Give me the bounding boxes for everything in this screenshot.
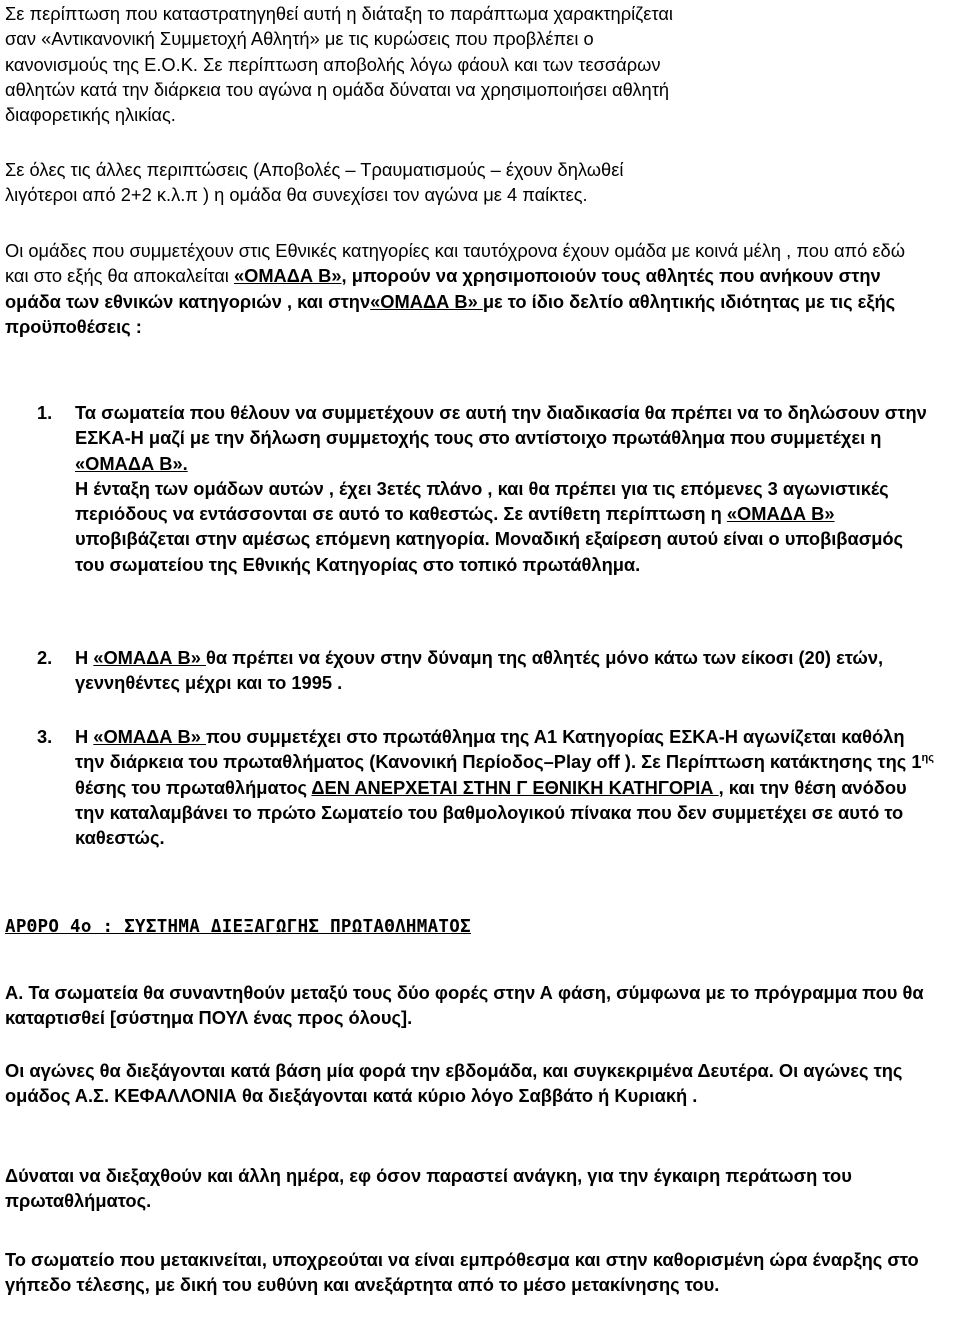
text: Η xyxy=(75,647,94,668)
team-b-label: «ΟΜΑΔΑ Β» xyxy=(370,290,483,312)
paragraph-other-day: Δύναται να διεξαχθούν και άλλη ημέρα, εφ όσον παραστεί ανάγκη, για την έγκαιρη περάτωση του πρωταθλήματος. xyxy=(5,1165,852,1212)
line: σαν «Αντικανονική Συμμετοχή Αθλητή» με τις κυρώσεις που προβλέπει ο xyxy=(5,28,594,50)
paragraph-phase-a: Α. Τα σωματεία θα συναντηθούν μεταξύ τους δύο φορές στην Α φάση, σύμφωνα με το πρόγραμμα που θα καταρτισθεί [σύστημα ΠΟΥΛ ένας προς όλους]. xyxy=(5,982,924,1029)
condition-item-1 xyxy=(5,400,955,577)
paragraph-match-days: Οι αγώνες θα διεξάγονται κατά βάση μία φορά την εβδομάδα, και συγκεκριμένα Δευτέρα. Οι αγώνες της ομάδος Α.Σ. ΚΕΦΑΛΛΟΝΙΑ θα διεξάγονται κατά κύριο λόγο Σαββάτο ή Κυριακή . xyxy=(5,1060,903,1107)
paragraph-team-b-intro xyxy=(5,238,920,339)
team-b-label: «ΟΜΑΔΑ Β» xyxy=(233,265,342,287)
item-number: 2. xyxy=(37,647,53,668)
text: θα πρέπει να έχουν στην δύναμη της αθλητές μόνο κάτω των είκοσι (20) ετών, γεννηθέντες μέχρι και το 1995 . xyxy=(75,647,884,694)
text: που συμμετέχει στο πρωτάθλημα της Α1 Κατηγορίας ΕΣΚΑ-Η αγωνίζεται καθόλη την διάρκεια του πρωταθλήματος (Κανονική Περίοδος–Play off ). Σε Περίπτωση κατάκτησης της 1 xyxy=(75,726,922,773)
team-b-label: «ΟΜΑΔΑ Β». xyxy=(75,452,188,474)
condition-item-2 xyxy=(5,645,955,696)
line: διαφορετικής ηλικίας. xyxy=(5,104,176,126)
text: Τα σωματεία που θέλουν να συμμετέχουν σε αυτή την διαδικασία θα πρέπει να το δηλώσουν στην ΕΣΚΑ-Η μαζί με την δήλωση συμμετοχής τους στο αντίστοιχο πρωτάθλημα που συμμετέχει η xyxy=(75,402,927,449)
line: Σε όλες τις άλλες περιπτώσεις (Αποβολές – Τραυματισμούς – έχουν δηλωθεί xyxy=(5,159,624,180)
team-b-label: «ΟΜΑΔΑ Β» xyxy=(726,503,835,525)
item-body xyxy=(75,645,955,696)
paragraph-other-cases xyxy=(5,157,955,208)
condition-item-3 xyxy=(5,724,955,850)
emphasis-text: ΔΕΝ ΑΝΕΡΧΕΤΑΙ ΣΤΗΝ Γ ΕΘΝΙΚΗ ΚΑΤΗΓΟΡΙΑ xyxy=(311,776,719,798)
text: Η xyxy=(75,726,94,747)
text: υποβιβάζεται στην αμέσως επόμενη κατηγορία. Μοναδική εξαίρεση αυτού είναι ο υποβιβασμός του σωματείου της Εθνικής Κατηγορίας στο τοπικό πρωτάθλημα. xyxy=(75,528,904,575)
line: αθλητών κατά την διάρκεια του αγώνα η ομάδα δύναται να χρησιμοποιήσει αθλητή xyxy=(5,78,670,100)
text: με το ίδιο δελτίο αθλητικής ιδιότητας με τις εξής προϋποθέσεις : xyxy=(5,290,896,337)
ordinal-suffix: ης xyxy=(921,752,934,765)
text: , μπορούν να χρησιμοποιούν τους αθλητές που ανήκουν στην ομάδα των εθνικών κατηγοριών , και στην xyxy=(5,265,881,312)
team-b-label: «ΟΜΑΔΑ Β» xyxy=(93,726,206,747)
text: , και την θέση ανόδου την καταλαμβάνει το πρώτο Σωματείο του βαθμολογικού πίνακα που δεν συμμετέχει σε αυτό το καθεστώς. xyxy=(75,776,907,849)
text: Η ένταξη των ομάδων αυτών , έχει 3ετές πλάνο , και θα πρέπει για τις επόμενες 3 αγωνιστικές περιόδους να εντάσσονται σε αυτό το καθεστώς. Σε αντίθετη περίπτωση η xyxy=(75,477,889,525)
line: Σε περίπτωση που καταστρατηγηθεί αυτή η διάταξη το παράπτωμα χαρακτηρίζεται xyxy=(5,3,673,24)
line: λιγότεροι από 2+2 κ.λ.π ) η ομάδα θα συνεχίσει τον αγώνα με 4 παίκτες. xyxy=(5,184,588,206)
text: Οι ομάδες που συμμετέχουν στις Εθνικές κατηγορίες και ταυτόχρονα έχουν ομάδα με κοινά μέλη , που από εδώ και στο εξής θα αποκαλείται xyxy=(5,240,905,287)
item-number: 1. xyxy=(37,402,53,423)
paragraph-disqualification xyxy=(5,1,955,127)
team-b-label: «ΟΜΑΔΑ Β» xyxy=(93,647,206,668)
text: θέσης του πρωταθλήματος xyxy=(75,776,312,798)
article-heading: ΑΡΘΡΟ 4ο : ΣΥΣΤΗΜΑ ΔΙΕΞΑΓΩΓΗΣ ΠΡΩΤΑΘΛΗΜΑΤΟΣ xyxy=(5,917,471,937)
item-number: 3. xyxy=(37,726,53,747)
paragraph-travelling-team: Το σωματείο που μετακινείται, υποχρεούται να είναι εμπρόθεσμα και στην καθορισμένη ώρα έναρξης στο γήπεδο τέλεσης, με δική του ευθύνη και ανεξάρτητα από το μέσο μετακίνησης του. xyxy=(5,1249,919,1296)
line: κανονισμούς της Ε.Ο.Κ. Σε περίπτωση αποβολής λόγω φάουλ και των τεσσάρων xyxy=(5,53,661,75)
item-body xyxy=(75,724,955,850)
item-body xyxy=(75,400,955,577)
